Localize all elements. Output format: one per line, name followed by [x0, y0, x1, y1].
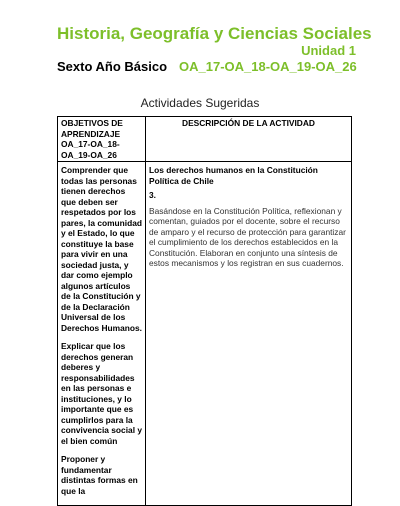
document-title: Historia, Geografía y Ciencias Sociales [57, 24, 372, 43]
activity-title: Los derechos humanos en la Constitución Política de Chile [149, 165, 318, 186]
description-column-header: DESCRIPCIÓN DE LA ACTIVIDAD [146, 117, 352, 162]
grade-label: Sexto Año Básico [57, 59, 168, 74]
activity-cell [146, 162, 352, 506]
table-header-row [58, 117, 352, 162]
table-row [58, 162, 352, 506]
activity-description: Basándose en la Constitución Política, reflexionan y comentan, guiados por el docente, sobre el recurso de amparo y el recurso de protección para garantizar el cumplimiento de los derechos establecidos en la Constitución. Elaboran en conjunto una síntesis de estos mecanismos y los registran en sus cuadernos. [149, 205, 346, 268]
objectives-code: OA_17-OA_18-OA_19-OA_26 [179, 59, 357, 74]
section-title: Actividades Sugeridas [140, 96, 260, 110]
objective-text: Proponer y fundamentar distintas formas en que la [61, 454, 138, 496]
objective-text: Explicar que los derechos generan deberes y responsabilidades en las personas e instituciones, y lo importante que es cumplirlos para la convivencia social y el bien común [61, 341, 143, 446]
objectives-cell [58, 162, 146, 506]
objectives-column-header: OBJETIVOS DE APRENDIZAJE OA_17-OA_18-OA_19-OA_26 [58, 117, 146, 162]
activities-table [57, 116, 352, 506]
activity-number: 3. [149, 190, 156, 200]
objective-text: Comprender que todas las personas tienen derechos que deben ser respetados por los pares, la comunidad y el Estado, lo que constituye la base para vivir en una sociedad justa, y dar como ejemplo algunos artículos de la Constitución y de la Declaración Universal de los Derechos Humanos. [61, 165, 142, 333]
unit-label: Unidad 1 [301, 43, 356, 58]
